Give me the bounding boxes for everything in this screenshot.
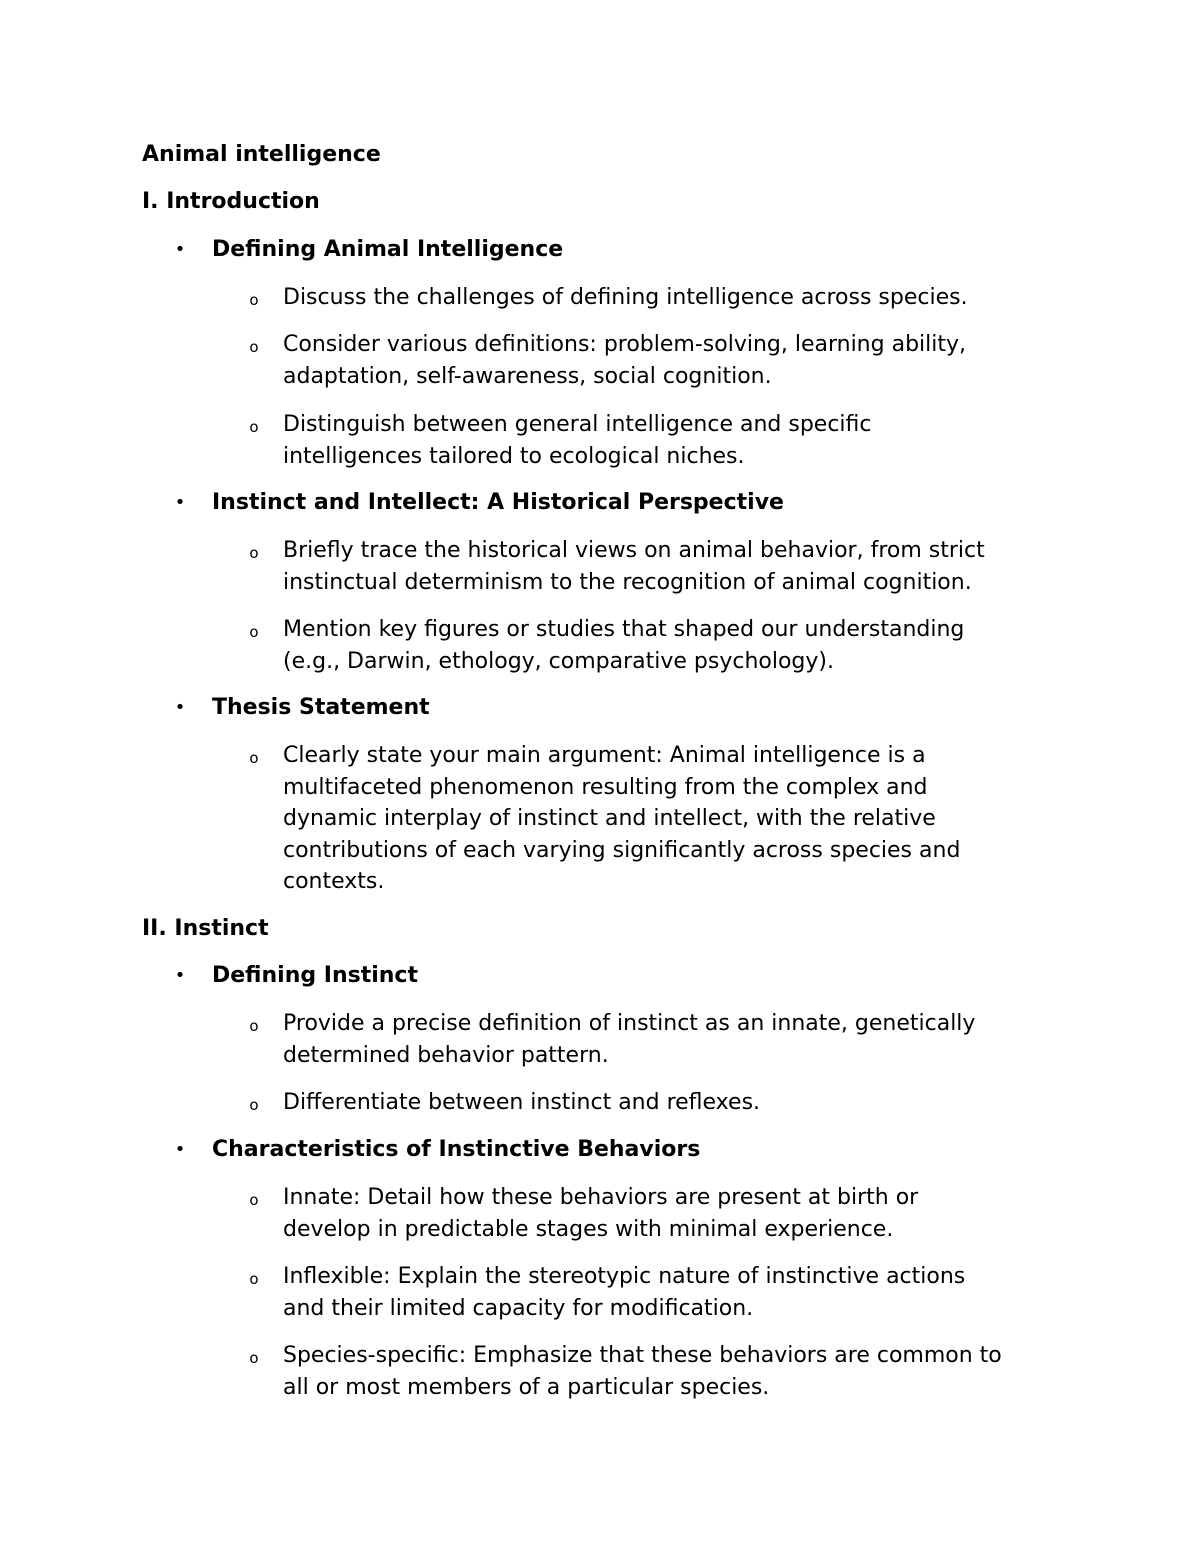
point-bullet: o [249, 749, 259, 767]
list-item-line: contributions of each varying significantly across species and [283, 837, 961, 863]
list-item [283, 1182, 1073, 1245]
list-item-line: instinctual determinism to the recognition of animal cognition. [283, 569, 972, 595]
list-item-line: and their limited capacity for modification. [283, 1295, 754, 1321]
topic-defining-instinct: Defining Instinct [212, 963, 418, 988]
list-item-line: Provide a precise definition of instinct as an innate, genetically [283, 1011, 976, 1036]
point-bullet: o [249, 1017, 259, 1035]
list-item [283, 1261, 1073, 1324]
point-bullet: o [249, 1191, 259, 1209]
topic-bullet: • [174, 697, 186, 718]
list-item-line: Inflexible: Explain the stereotypic nature of instinctive actions [283, 1264, 966, 1289]
point-bullet: o [249, 291, 259, 309]
list-item-line: multifaceted phenomenon resulting from the complex and [283, 774, 928, 800]
list-item-line: develop in predictable stages with minimal experience. [283, 1216, 894, 1242]
list-item [283, 1087, 1073, 1119]
list-item-line: Differentiate between instinct and reflexes. [283, 1090, 761, 1115]
list-item [283, 409, 1073, 472]
list-item-line: intelligences tailored to ecological niches. [283, 443, 745, 469]
point-bullet: o [249, 544, 259, 562]
point-bullet: o [249, 338, 259, 356]
point-bullet: o [249, 418, 259, 436]
list-item-line: dynamic interplay of instinct and intellect, with the relative [283, 806, 936, 831]
list-item-line: Species-specific: Emphasize that these behaviors are common to [283, 1343, 1002, 1368]
topic-bullet: • [174, 492, 186, 513]
topic-historical-perspective: Instinct and Intellect: A Historical Perspective [212, 490, 784, 515]
list-item-line: Mention key figures or studies that shaped our understanding [283, 617, 965, 642]
topic-bullet: • [174, 239, 186, 260]
list-item-line: Consider various definitions: problem-solving, learning ability, [283, 332, 967, 357]
topic-thesis-statement: Thesis Statement [212, 695, 430, 720]
list-item-line: Briefly trace the historical views on animal behavior, from strict [283, 538, 985, 563]
list-item-line: Distinguish between general intelligence and specific [283, 412, 872, 437]
list-item-line: determined behavior pattern. [283, 1042, 609, 1068]
section-heading-introduction: I. Introduction [142, 189, 320, 214]
list-item [283, 1008, 1073, 1071]
topic-bullet: • [174, 1139, 186, 1160]
topic-bullet: • [174, 965, 186, 986]
list-item-line: (e.g., Darwin, ethology, comparative psychology). [283, 648, 834, 674]
point-bullet: o [249, 1270, 259, 1288]
point-bullet: o [249, 1096, 259, 1114]
list-item-line: all or most members of a particular species. [283, 1374, 770, 1400]
list-item-line: Innate: Detail how these behaviors are present at birth or [283, 1185, 919, 1210]
list-item [283, 282, 1073, 314]
list-item [283, 614, 1073, 677]
document-title: Animal intelligence [142, 142, 381, 167]
point-bullet: o [249, 1349, 259, 1367]
list-item-line: adaptation, self-awareness, social cognition. [283, 363, 772, 389]
list-item [283, 1340, 1073, 1403]
point-bullet: o [249, 623, 259, 641]
list-item [283, 740, 1073, 898]
list-item [283, 535, 1073, 598]
list-item-line: Discuss the challenges of defining intelligence across species. [283, 285, 968, 310]
list-item-line: Clearly state your main argument: Animal intelligence is a [283, 743, 926, 768]
list-item-line: contexts. [283, 869, 385, 894]
topic-characteristics-of-instinctive-behaviors: Characteristics of Instinctive Behaviors [212, 1137, 701, 1162]
list-item [283, 329, 1073, 392]
topic-defining-animal-intelligence: Defining Animal Intelligence [212, 237, 564, 262]
section-heading-instinct: II. Instinct [142, 916, 269, 941]
